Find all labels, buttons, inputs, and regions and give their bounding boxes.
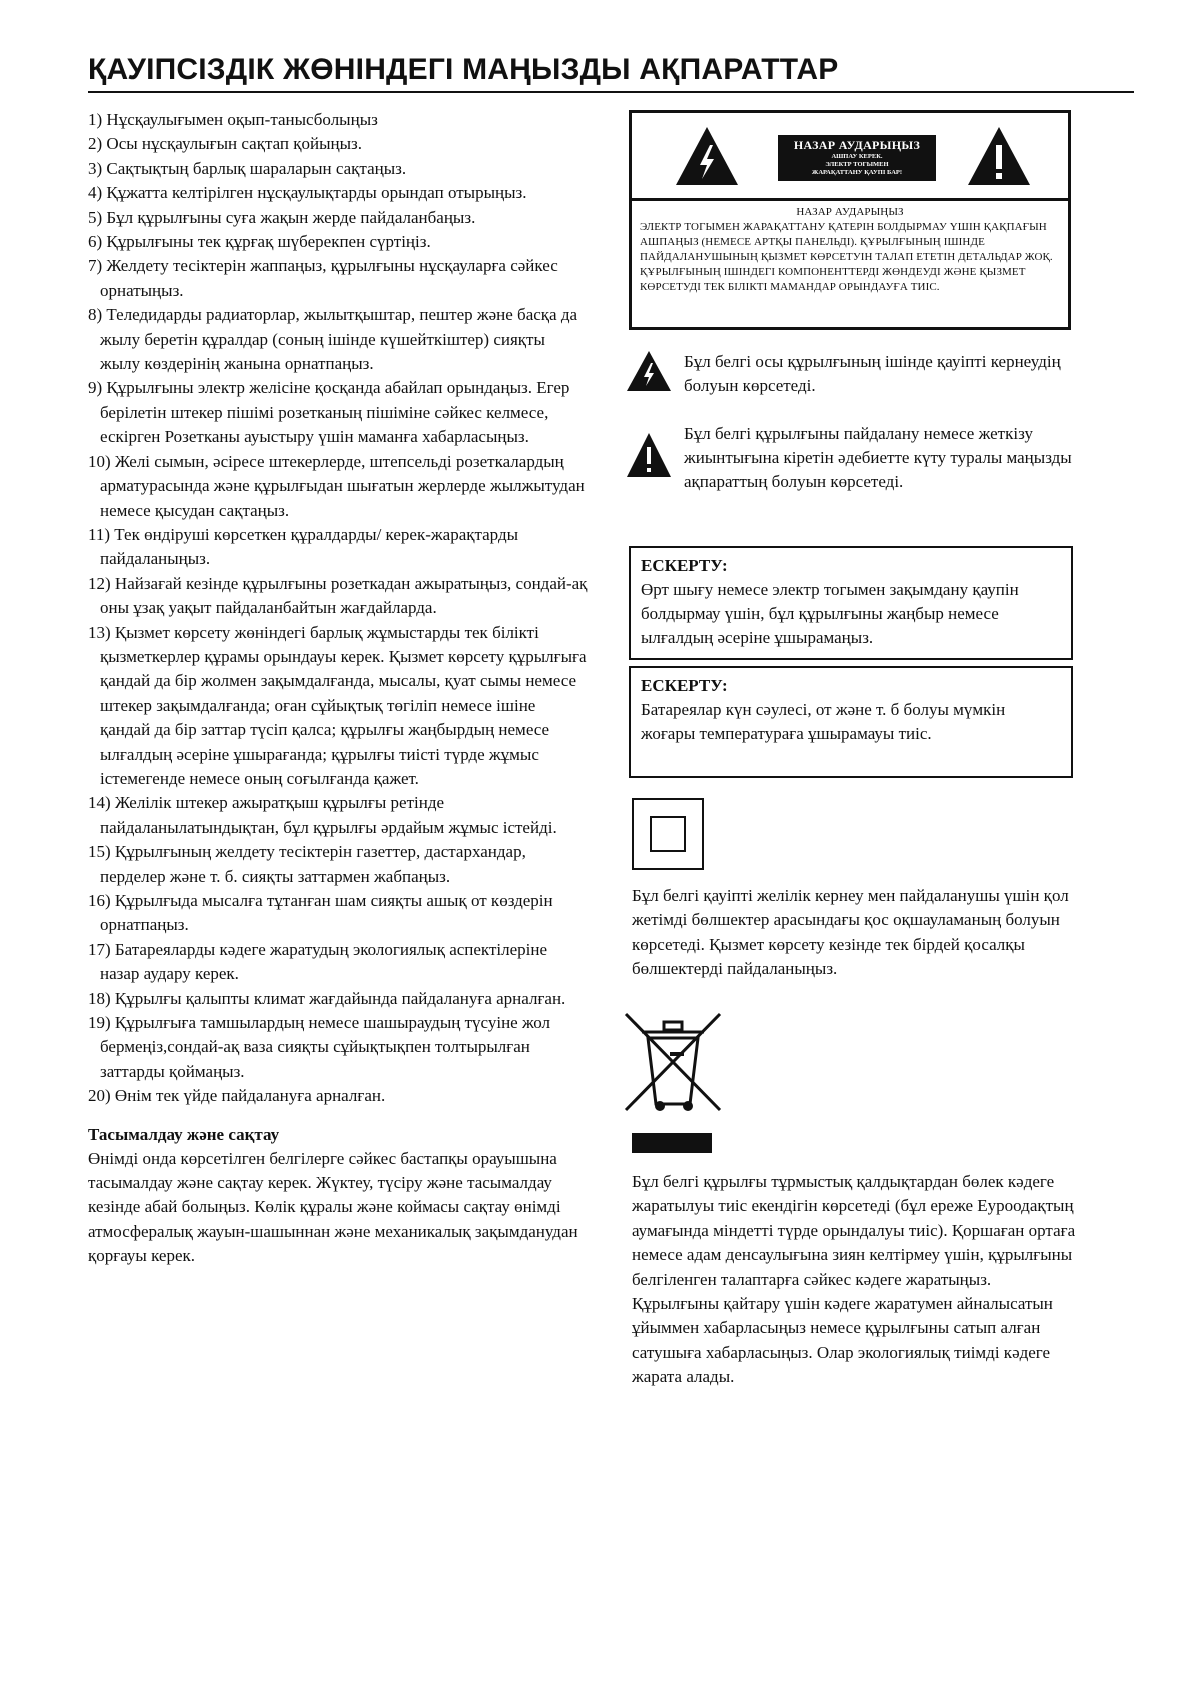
weee-text: Бұл белгі құрылғы тұрмыстық қалдықтардан бөлек кәдеге жаратылуы тиіс екендігін көрсетеді (бұл ереже Еуроодақтың аумағында міндетті түрде орындалуы тиіс). Қоршаған ортаға немесе адам денсаулығына зиян келтірмеу үшін, құрылғыны белгіленген талаптарға сәйкес кәдеге жаратыңыз. Құрылғыны қайтару үшін кәдеге жаратумен айналысатын ұйыммен хабарласыңыз немесе құрылғыны сатып алған сатушыға хабарласыңыз. Олар экологиялық тиімді кәдеге жарата алады. — [632, 1172, 1076, 1387]
list-item: 3) Сақтықтың барлық шараларын сақтаңыз. — [88, 158, 407, 178]
caution-heading: ЕСКЕРТУ: — [641, 556, 728, 575]
crossed-bin-icon — [620, 1008, 726, 1116]
list-item: 9) Құрылғыны электр желісіне қосқанда абайлап орындаңыз. Егер берілетін штекер пішімі розетканың пішіміне сәйкес келмесе, ескірген Розетканы ауыстыру үшін маманға хабарласыңыз. — [88, 378, 570, 447]
plate-line: ЭЛЕКТР ТОГЫМЕН — [825, 161, 889, 168]
list-item: 5) Бұл құрылғыны суға жақын жерде пайдаланбаңыз. — [88, 207, 476, 227]
warning-plate — [778, 135, 936, 181]
plate-title: НАЗАР АУДАРЫҢЫЗ — [793, 138, 921, 152]
list-item: 15) Құрылғының желдету тесіктерін газеттер, дастархандар, перделер және т. б. сияқты заттармен жабпаңыз. — [88, 842, 526, 886]
list-item: 11) Тек өндіруші көрсеткен құралдарды/ керек-жарақтарды пайдаланыңыз. — [88, 524, 519, 569]
warning-label-head: НАЗАР АУДАРЫҢЫЗ — [796, 206, 904, 218]
list-item: 12) Найзағай кезінде құрылғыны розеткадан ажыратыңыз, сондай-ақ оны ұзақ уақыт пайдаланбайтын жағдайларда. — [88, 573, 588, 618]
info-symbol-text: Бұл белгі құрылғыны пайдалану немесе жеткізу жиынтығына кіретін әдебиетте күту туралы маңызды ақпараттың болуын көрсетеді. — [684, 424, 1072, 491]
transport-section — [88, 1147, 588, 1269]
voltage-symbol-row — [626, 350, 1076, 410]
list-item: 2) Осы нұсқаулығын сақтап қойыңыз. — [88, 134, 363, 154]
caution-heading: ЕСКЕРТУ: — [641, 676, 728, 695]
list-item: 18) Құрылғы қалыпты климат жағдайында пайдалануға арналған. — [88, 988, 566, 1008]
info-symbol-row — [626, 422, 1076, 522]
exclamation-triangle-icon — [966, 125, 1032, 187]
lightning-triangle-icon — [626, 350, 672, 392]
caution-box-battery — [629, 666, 1073, 778]
lightning-triangle-icon — [674, 125, 740, 187]
voltage-symbol-text: Бұл белгі осы құрылғының ішінде қауіпті кернеудің болуын көрсетеді. — [684, 352, 1061, 395]
list-item: 20) Өнім тек үйде пайдалануға арналған. — [88, 1086, 386, 1106]
plate-line: АШПАУ КЕРЕК. — [831, 153, 883, 160]
warning-label-box — [629, 110, 1071, 330]
list-item: 4) Құжатта келтірілген нұсқаулықтарды орындап отырыңыз. — [88, 183, 527, 203]
list-item: 13) Қызмет көрсету жөніндегі барлық жұмыстарды тек білікті қызметкерлер құрамы орындауы керек. Қызмет көрсету құрылғыға қандай да бір жолмен зақымдалғанда, мысалы, қуат сымы немесе штекер зақымдалғанда; оған сұйықтық төгіліп немесе ішіне қандай да бір заттар түсіп қалса; құрылғы жаңбырдың немесе ылғалдың әсеріне ұшырағанда; құрылғы тиісті түрде жұмыс істемегенде немесе оның соғылғанда қажет. — [88, 622, 587, 788]
title-rule — [88, 91, 1134, 93]
transport-heading: Тасымалдау және сақтау — [88, 1124, 280, 1144]
list-item: 1) Нұсқаулығымен оқып-танысболыңыз — [88, 110, 378, 129]
caution-text: Өрт шығу немесе электр тогымен зақымдану қаупін болдырмау үшін, бұл құрылғыны жаңбыр немесе ылғалдың әсеріне ұшырамаңыз. — [641, 580, 1019, 647]
list-item: 16) Құрылғыда мысалға тұтанған шам сияқты ашық от көздерін орнатпаңыз. — [88, 891, 553, 935]
list-item: 10) Желі сымын, әсіресе штекерлерде, штепсельді розеткалардың арматурасында және құрылғыдан шығатын жерлерде жылжытудан немесе қысудан сақтаңыз. — [88, 451, 585, 520]
list-item: 7) Желдету тесіктерін жаппаңыз, құрылғыны нұсқауларға сәйкес орнатыңыз. — [88, 256, 558, 300]
list-item: 17) Батареяларды кәдеге жаратудың экологиялық аспектілеріне назар аудару керек. — [88, 939, 548, 984]
warning-label-body: ЭЛЕКТР ТОГЫМЕН ЖАРАҚАТТАНУ ҚАТЕРІН БОЛДЫРМАУ ҮШІН ҚАҚПАҒЫН АШПАҢЫЗ (НЕМЕСЕ АРТҚЫ ПАНЕЛЬДІ). ҚҰРЫЛҒЫНЫҢ ІШІНДЕ ПАЙДАЛАНУШЫНЫҢ ҚЫЗМЕТ КӨРСЕТУІН ТАЛАП ЕТЕТІН ДЕТАЛЬДАР ЖОҚ. ҚҰРЫЛҒЫНЫҢ ІШІНДЕГІ КОМПОНЕНТТЕРДІ ЖӨНДЕУДІ ЖӘНЕ ҚЫЗМЕТ КӨРСЕТУДІ ТЕК БІЛІКТІ МАМАНДАР ОРЫНДАУҒА ТИІС. — [640, 221, 1053, 293]
double-insulation-icon — [632, 798, 704, 870]
warning-label-top — [632, 113, 1068, 201]
double-insulation-text: Бұл белгі қауіпті желілік кернеу мен пайдаланушы үшін қол жетімді бөлшектер арасындағы қос оқшауламаның болуын көрсетеді. Қызмет көрсету кезінде тек бірдей қосалқы бөлшектерді пайдаланыңыз. — [632, 886, 1069, 979]
transport-text: Өнімді онда көрсетілген белгілерге сәйкес бастапқы орауышына тасымалдау және сақтау керек. Жүктеу, түсіру және тасымалдау кезінде абай болыңыз. Көлік құралы және коймасы сақтау өнімді атмосфералық жауын-шашыннан және механикалық зақымданудан қорғауы керек. — [88, 1148, 578, 1266]
list-item: 14) Желілік штекер ажыратқыш құрылғы ретінде пайдаланылатындықтан, бұл құрылғы әрдайым жұмыс істейді. — [88, 793, 557, 837]
plate-line: ЖАРАҚАТТАНУ ҚАУПІ БАР! — [811, 169, 903, 176]
double-insulation-inner — [650, 816, 686, 852]
list-item: 8) Теледидарды радиаторлар, жылытқыштар, пештер және басқа да жылу беретін құралдар (соның ішінде күшейткіштер) сияқты жылу көздерінің жанына орнатпаңыз. — [88, 305, 578, 374]
instructions-list — [88, 108, 588, 1109]
list-item: 6) Құрылғыны тек құрғақ шүберекпен сүртіңіз. — [88, 232, 431, 252]
caution-box-moisture — [629, 546, 1073, 660]
list-item: 19) Құрылғыға тамшылардың немесе шашыраудың түсуіне жол бермеңіз,сондай-ақ ваза сияқты сұйықтықпен толтырылған заттарды қоймаңыз. — [88, 1013, 551, 1081]
weee-black-bar — [632, 1133, 712, 1153]
page-title: ҚАУІПСІЗДІК ЖӨНІНДЕГІ МАҢЫЗДЫ АҚПАРАТТАР — [88, 53, 839, 86]
warning-label-text — [640, 205, 1060, 295]
safety-instructions — [88, 108, 588, 1269]
caution-text: Батареялар күн сәулесі, от және т. б болуы мүмкін жоғары температураға ұшырамауы тиіс. — [641, 700, 1006, 743]
exclamation-triangle-icon — [626, 432, 672, 478]
